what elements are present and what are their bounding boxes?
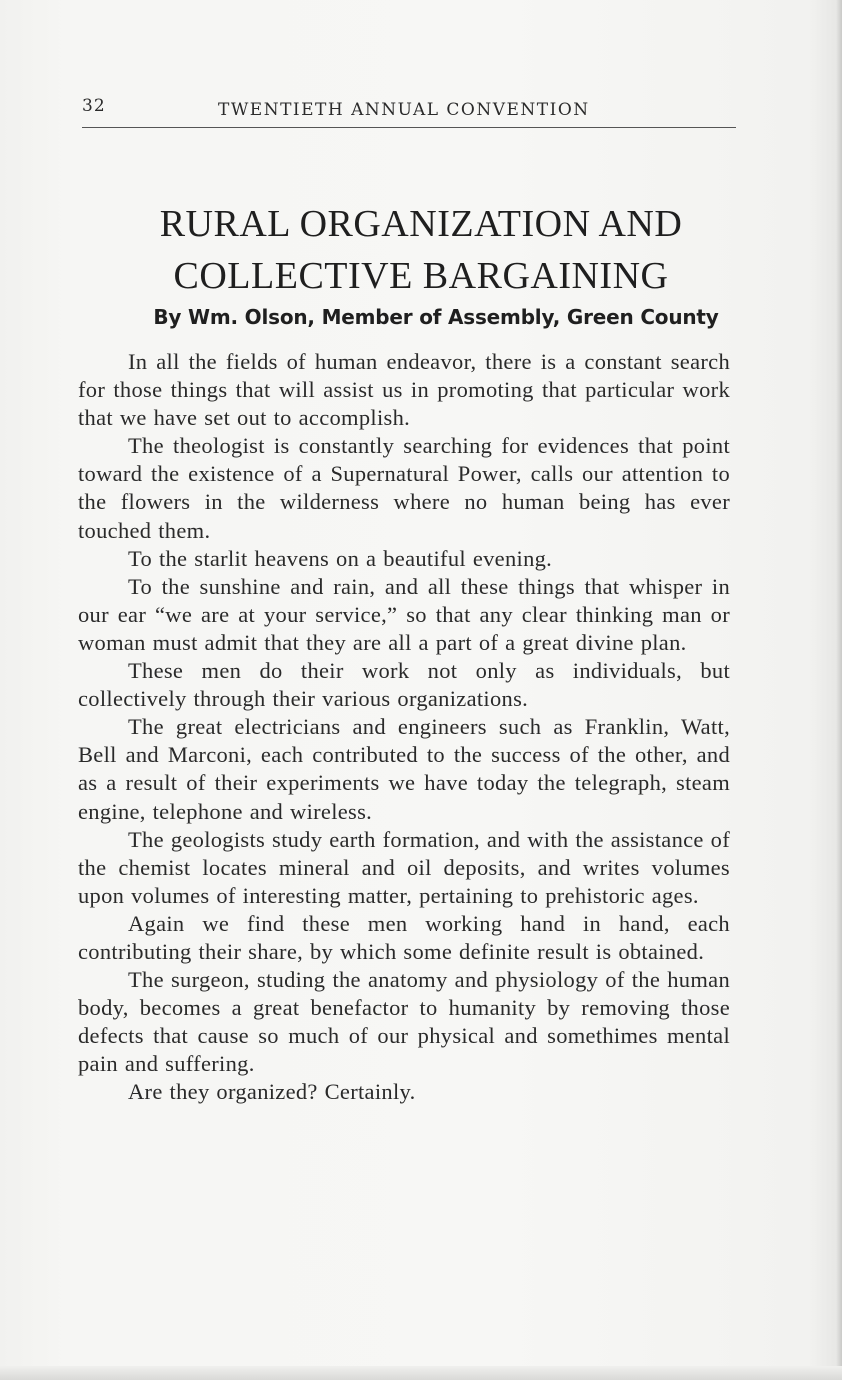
paragraph: In all the fields of human endeavor, there is a constant search for those things that will assist us in promoting that particular work that we have set out to accomplish.	[78, 349, 730, 431]
article-title-line-1: RURAL ORGANIZATION AND	[159, 203, 683, 245]
paragraph: Are they organized? Certainly.	[128, 1079, 416, 1105]
header-rule	[82, 127, 736, 128]
article-body	[78, 348, 730, 1107]
article-byline: By Wm. Olson, Member of Assembly, Green County	[153, 305, 719, 329]
article-title-line-2: COLLECTIVE BARGAINING	[173, 255, 669, 297]
paragraph: The theologist is constantly searching for evidences that point toward the existence of a Supernatural Power, calls our attention to the flowers in the wilderness where no human being has ever touched them.	[78, 433, 730, 543]
running-head: TWENTIETH ANNUAL CONVENTION	[218, 100, 590, 120]
paragraph: To the sunshine and rain, and all these things that whisper in our ear “we are at your service,” so that any clear thinking man or woman must admit that they are all a part of a great divine plan.	[78, 573, 730, 655]
paragraph: The geologists study earth formation, and with the assistance of the chemist locates mineral and oil deposits, and writes volumes upon volumes of interesting matter, pertaining to prehistoric ages.	[78, 826, 730, 908]
paragraph: The surgeon, studing the anatomy and physiology of the human body, becomes a great benefactor to humanity by removing those defects that cause so much of our physical and somethimes mental pain and suffering.	[78, 967, 730, 1077]
paragraph: To the starlit heavens on a beautiful evening.	[128, 545, 553, 571]
paragraph: The great electricians and engineers such as Franklin, Watt, Bell and Marconi, each contributed to the success of the other, and as a result of their experiments we have today the telegraph, steam engine, telephone and wireless.	[78, 714, 730, 824]
paragraph: Again we find these men working hand in hand, each contributing their share, by which some definite result is obtained.	[78, 910, 730, 964]
paragraph: These men do their work not only as individuals, but collectively through their various organizations.	[78, 658, 730, 712]
page-number: 32	[82, 96, 106, 116]
page-edge-bottom	[0, 1366, 842, 1380]
article-title	[0, 198, 842, 302]
